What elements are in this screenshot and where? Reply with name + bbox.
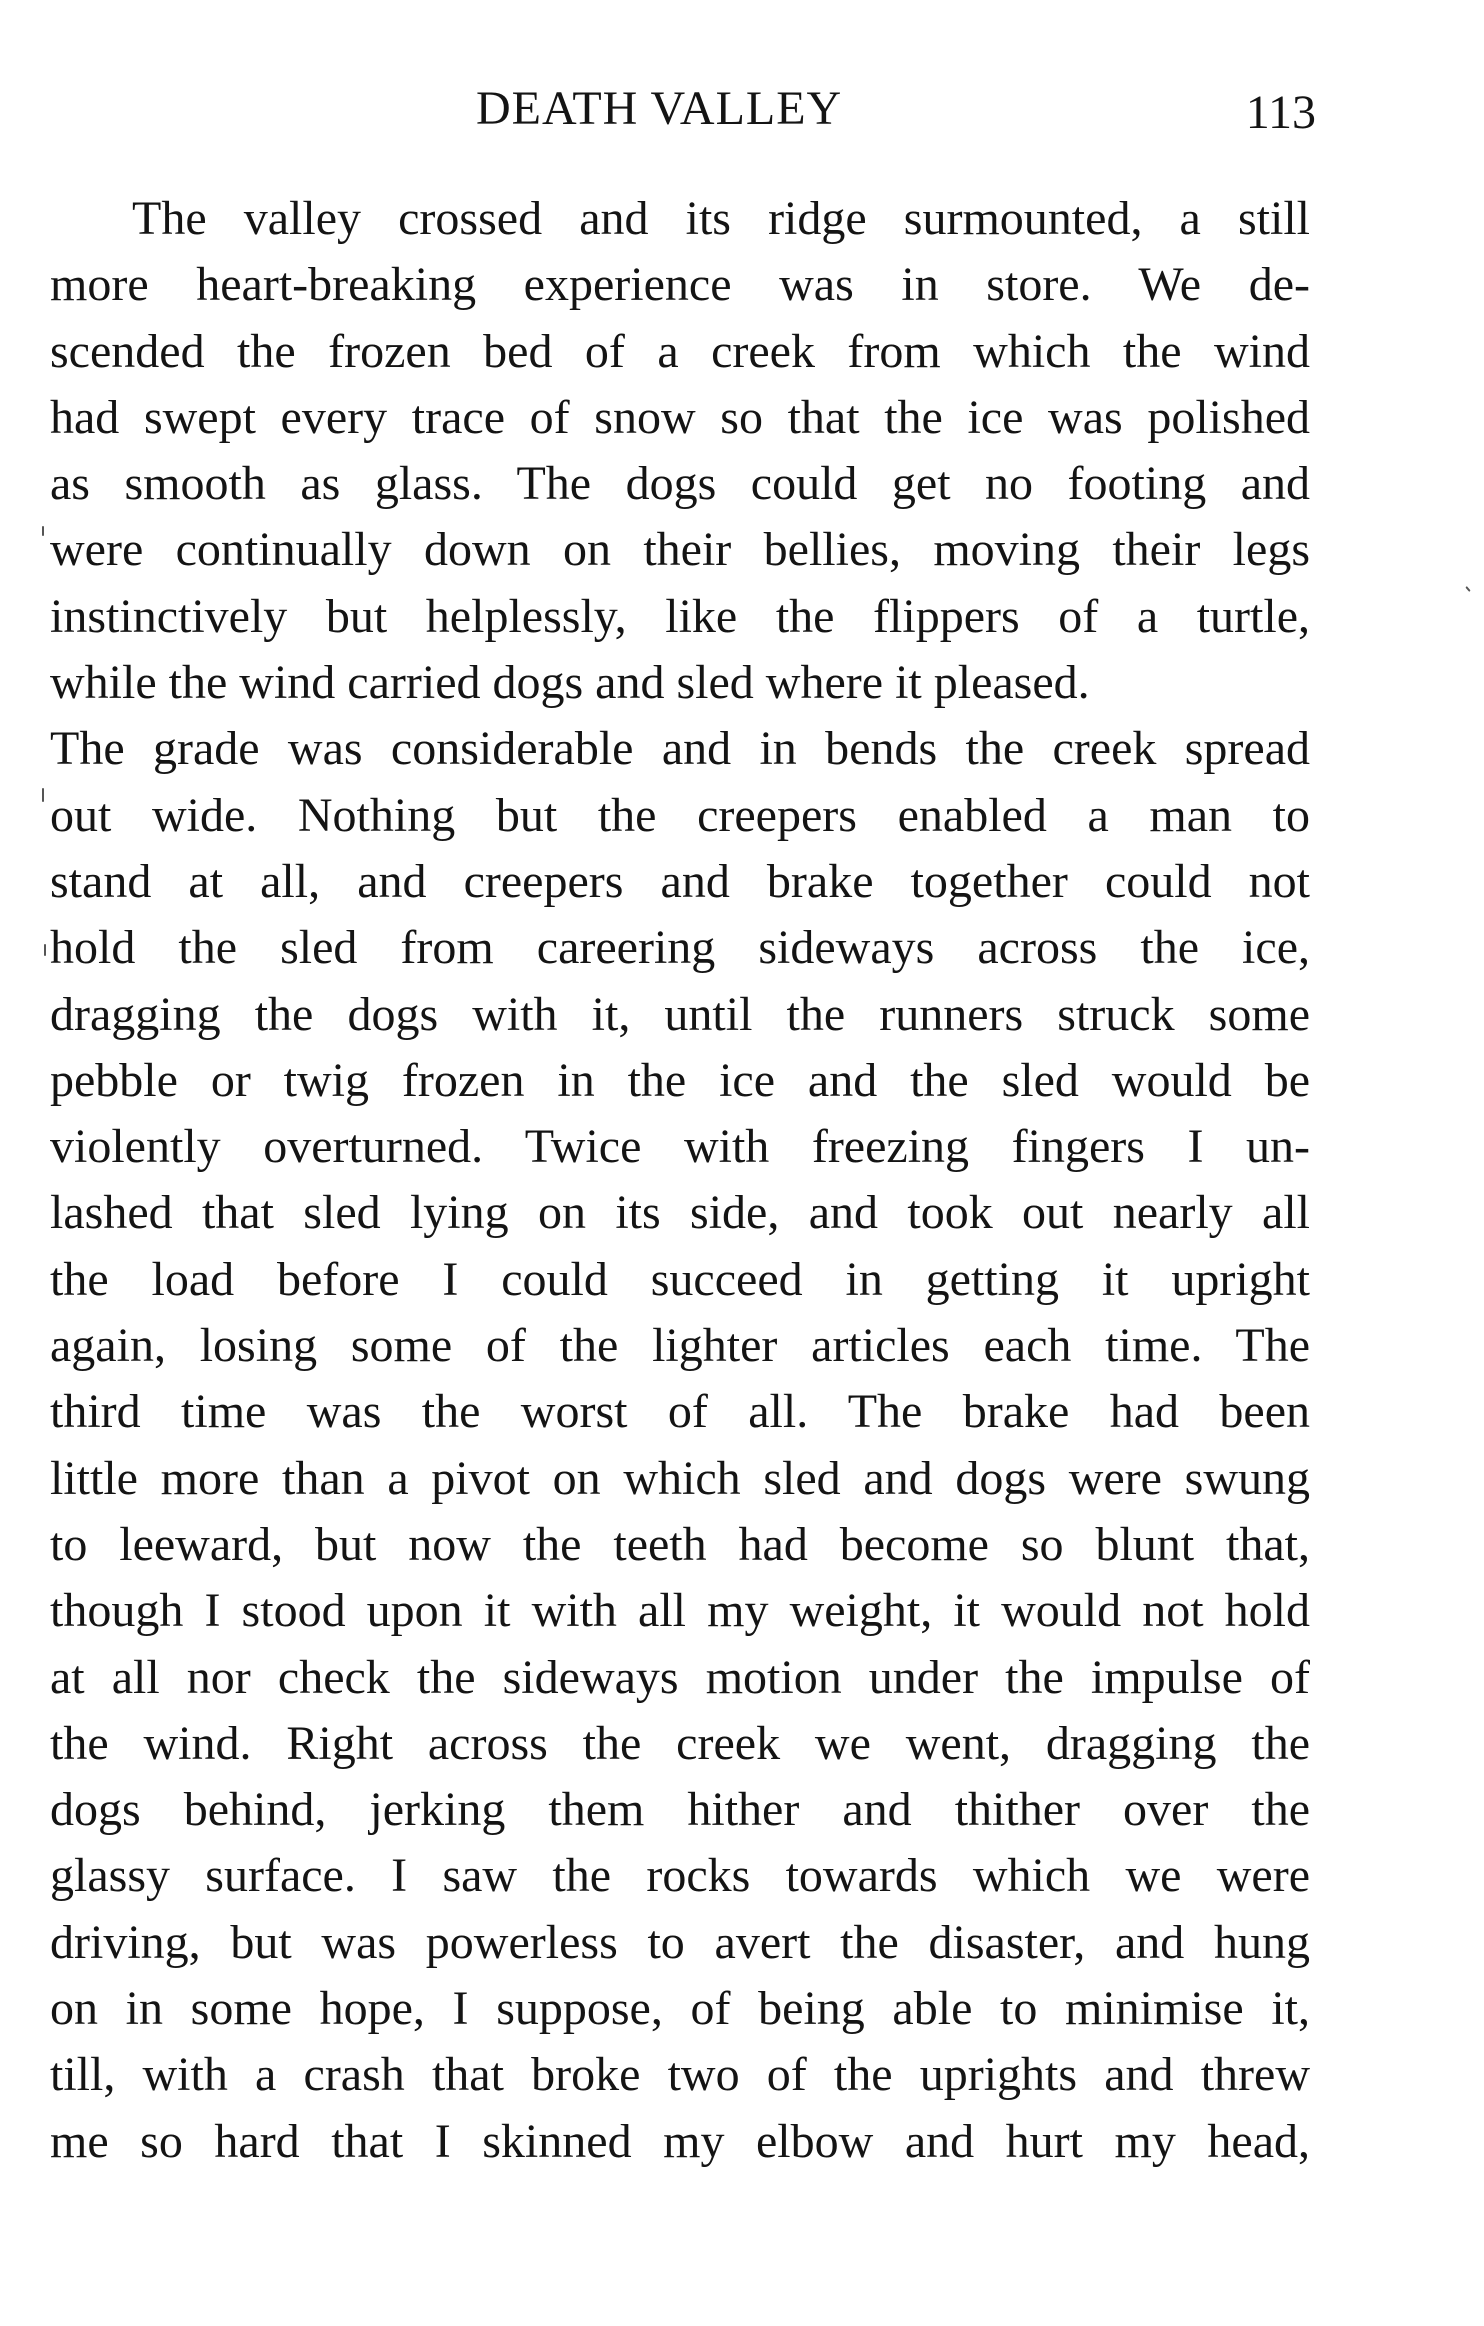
text-line: more heart-breaking experience was in store. We de- — [50, 258, 1310, 312]
text-line: pebble or twig frozen in the ice and the sled would be — [50, 1053, 1310, 1107]
text-line: lashed that sled lying on its side, and took out nearly all — [50, 1186, 1310, 1240]
text-line: were continually down on their bellies, moving their legs — [50, 523, 1310, 577]
margin-speck — [44, 944, 46, 956]
text-line: hold the sled from careering sideways across the ice, — [50, 921, 1310, 975]
running-head — [50, 74, 1316, 144]
text-line: to leeward, but now the teeth had become so blunt that, — [50, 1517, 1310, 1571]
text-line: little more than a pivot on which sled and dogs were swung — [50, 1451, 1310, 1505]
text-line: The grade was considerable and in bends the creek spread — [50, 722, 1310, 776]
text-line: as smooth as glass. The dogs could get no footing and — [50, 457, 1310, 511]
text-line: glassy surface. I saw the rocks towards which we were — [50, 1849, 1310, 1903]
text-line: dogs behind, jerking them hither and thither over the — [50, 1783, 1310, 1837]
text-line: me so hard that I skinned my elbow and hurt my head, — [50, 2114, 1310, 2168]
margin-speck — [1465, 586, 1470, 592]
text-line: stand at all, and creepers and brake together could not — [50, 854, 1310, 908]
text-line: till, with a crash that broke two of the uprights and threw — [50, 2048, 1310, 2102]
text-line: scended the frozen bed of a creek from which the wind — [50, 324, 1310, 378]
text-line: instinctively but helplessly, like the flippers of a turtle, — [50, 589, 1310, 643]
text-line: the load before I could succeed in getting it upright — [50, 1252, 1310, 1306]
text-line: again, losing some of the lighter articles each time. The — [50, 1319, 1310, 1373]
body-text — [50, 186, 1310, 2175]
margin-speck — [42, 788, 44, 802]
page-number: 113 — [1245, 86, 1316, 139]
text-line: the wind. Right across the creek we went, dragging the — [50, 1716, 1310, 1770]
text-line: while the wind carried dogs and sled where it pleased. — [50, 656, 1090, 710]
text-line: though I stood upon it with all my weight, it would not hold — [50, 1584, 1310, 1638]
text-line: dragging the dogs with it, until the runners struck some — [50, 987, 1310, 1041]
text-line: on in some hope, I suppose, of being able to minimise it, — [50, 1982, 1310, 2036]
text-line: violently overturned. Twice with freezing fingers I un- — [50, 1120, 1310, 1174]
text-line: out wide. Nothing but the creepers enabled a man to — [50, 788, 1310, 842]
running-title: DEATH VALLEY — [476, 82, 843, 135]
margin-speck — [42, 526, 44, 536]
text-line: driving, but was powerless to avert the disaster, and hung — [50, 1915, 1310, 1969]
text-line: had swept every trace of snow so that the ice was polished — [50, 390, 1310, 444]
text-line: The valley crossed and its ridge surmounted, a still — [132, 192, 1310, 245]
text-line: third time was the worst of all. The brake had been — [50, 1385, 1310, 1439]
text-line: at all nor check the sideways motion under the impulse of — [50, 1650, 1310, 1704]
